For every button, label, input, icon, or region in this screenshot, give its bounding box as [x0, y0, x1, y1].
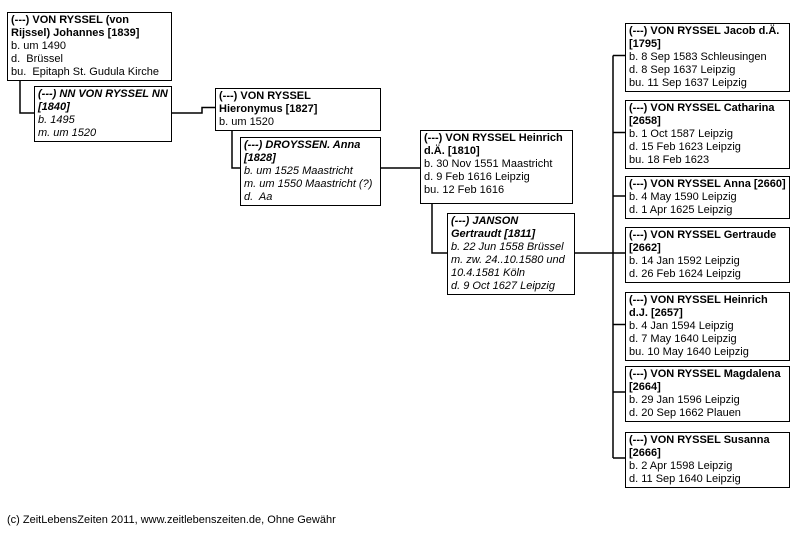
person-box-nn-von-ryssel-1840[interactable]	[34, 86, 172, 142]
person-detail-birth: b. 4 May 1590 Leipzig	[629, 191, 737, 203]
connector-heinrich-to-janson	[432, 204, 447, 253]
person-detail-birth: b. 1 Oct 1587 Leipzig	[629, 128, 733, 140]
person-detail-death: d. 26 Feb 1624 Leipzig	[629, 268, 741, 280]
person-name: (---) VON RYSSEL Magdalena [2664]	[629, 368, 784, 393]
person-detail-death: d. 15 Feb 1623 Leipzig	[629, 141, 741, 153]
person-detail-birth: b. um 1525 Maastricht	[244, 165, 353, 177]
person-name: (---) NN VON RYSSEL NN [1840]	[38, 88, 171, 113]
person-detail-death: d. 9 Oct 1627 Leipzig	[451, 280, 555, 292]
person-detail-death: d. 8 Sep 1637 Leipzig	[629, 64, 736, 76]
person-detail-birth: b. 2 Apr 1598 Leipzig	[629, 460, 733, 472]
person-name: (---) VON RYSSEL (von Rijssel) Johannes [1839]	[11, 14, 140, 39]
person-detail-burial: bu. 11 Sep 1637 Leipzig	[629, 77, 747, 89]
person-detail-burial: bu. 10 May 1640 Leipzig	[629, 346, 749, 358]
person-name: (---) VON RYSSEL Hieronymus [1827]	[219, 90, 318, 115]
person-detail-death: d. 11 Sep 1640 Leipzig	[629, 473, 741, 485]
person-detail-marriage: m. um 1550 Maastricht (?)	[244, 178, 373, 190]
person-box-von-ryssel-susanna-2666[interactable]	[625, 432, 790, 488]
person-box-von-ryssel-heinrich-da-1810[interactable]	[420, 130, 573, 204]
person-detail-birth: b. 14 Jan 1592 Leipzig	[629, 255, 740, 267]
person-detail-death: d. 9 Feb 1616 Leipzig	[424, 171, 530, 183]
person-name: (---) JANSON Gertraudt [1811]	[451, 215, 536, 240]
person-name: (---) VON RYSSEL Gertraude [2662]	[629, 229, 780, 254]
person-box-droyssen-anna-1828[interactable]	[240, 137, 381, 206]
connector-nn-to-hieronymus	[171, 108, 215, 114]
person-detail-birth: b. 30 Nov 1551 Maastricht	[424, 158, 553, 170]
person-name: (---) VON RYSSEL Catharina [2658]	[629, 102, 778, 127]
person-detail-birth: b. 1495	[38, 114, 75, 126]
copyright-notice: (c) ZeitLebensZeiten 2011, www.zeitlebenszeiten.de, Ohne Gewähr	[7, 514, 336, 526]
connector-hieronymus-to-droyssen	[232, 127, 240, 168]
person-box-von-ryssel-anna-2660[interactable]	[625, 176, 790, 219]
person-detail-marriage: m. um 1520	[38, 127, 97, 139]
person-detail-birth: b. 8 Sep 1583 Schleusingen	[629, 51, 767, 63]
person-detail-death: d. 1 Apr 1625 Leipzig	[629, 204, 733, 216]
person-box-von-ryssel-gertraude-2662[interactable]	[625, 227, 790, 283]
person-box-von-ryssel-catharina-2658[interactable]	[625, 100, 790, 169]
person-name: (---) VON RYSSEL Anna [2660]	[629, 178, 786, 190]
person-name: (---) VON RYSSEL Jacob d.Ä. [1795]	[629, 25, 783, 50]
person-detail-burial: bu. 18 Feb 1623	[629, 154, 710, 166]
person-box-von-ryssel-hieronymus-1827[interactable]	[215, 88, 381, 131]
person-box-von-ryssel-jacob-da-1795[interactable]	[625, 23, 790, 92]
person-box-von-ryssel-johannes-1839[interactable]	[7, 12, 172, 81]
person-detail-burial: bu. Epitaph St. Gudula Kirche	[11, 66, 159, 78]
person-detail-death: d. 20 Sep 1662 Plauen	[629, 407, 741, 419]
person-detail-birth: b. um 1490	[11, 40, 67, 52]
person-detail-birth: b. 4 Jan 1594 Leipzig	[629, 320, 734, 332]
person-detail-death: d. 7 May 1640 Leipzig	[629, 333, 737, 345]
person-name: (---) VON RYSSEL Susanna [2666]	[629, 434, 773, 459]
person-detail-marriage: m. zw. 24..10.1580 und 10.4.1581 Köln	[451, 254, 568, 279]
person-detail-death: d. Brüssel	[11, 53, 63, 65]
person-detail-birth: b. 29 Jan 1596 Leipzig	[629, 394, 740, 406]
person-box-von-ryssel-heinrich-dj-2657[interactable]	[625, 292, 790, 361]
person-detail-birth: b. 22 Jun 1558 Brüssel	[451, 241, 564, 253]
person-name: (---) VON RYSSEL Heinrich d.J. [2657]	[629, 294, 771, 319]
person-box-von-ryssel-magdalena-2664[interactable]	[625, 366, 790, 422]
connector-johannes-to-nn	[20, 77, 34, 113]
person-box-janson-gertraudt-1811[interactable]	[447, 213, 575, 295]
person-name: (---) VON RYSSEL Heinrich d.Ä. [1810]	[424, 132, 566, 157]
person-detail-death: d. Aa	[244, 191, 273, 203]
person-name: (---) DROYSSEN. Anna [1828]	[244, 139, 364, 164]
person-detail-birth: b. um 1520	[219, 116, 275, 128]
person-detail-burial: bu. 12 Feb 1616	[424, 184, 505, 196]
